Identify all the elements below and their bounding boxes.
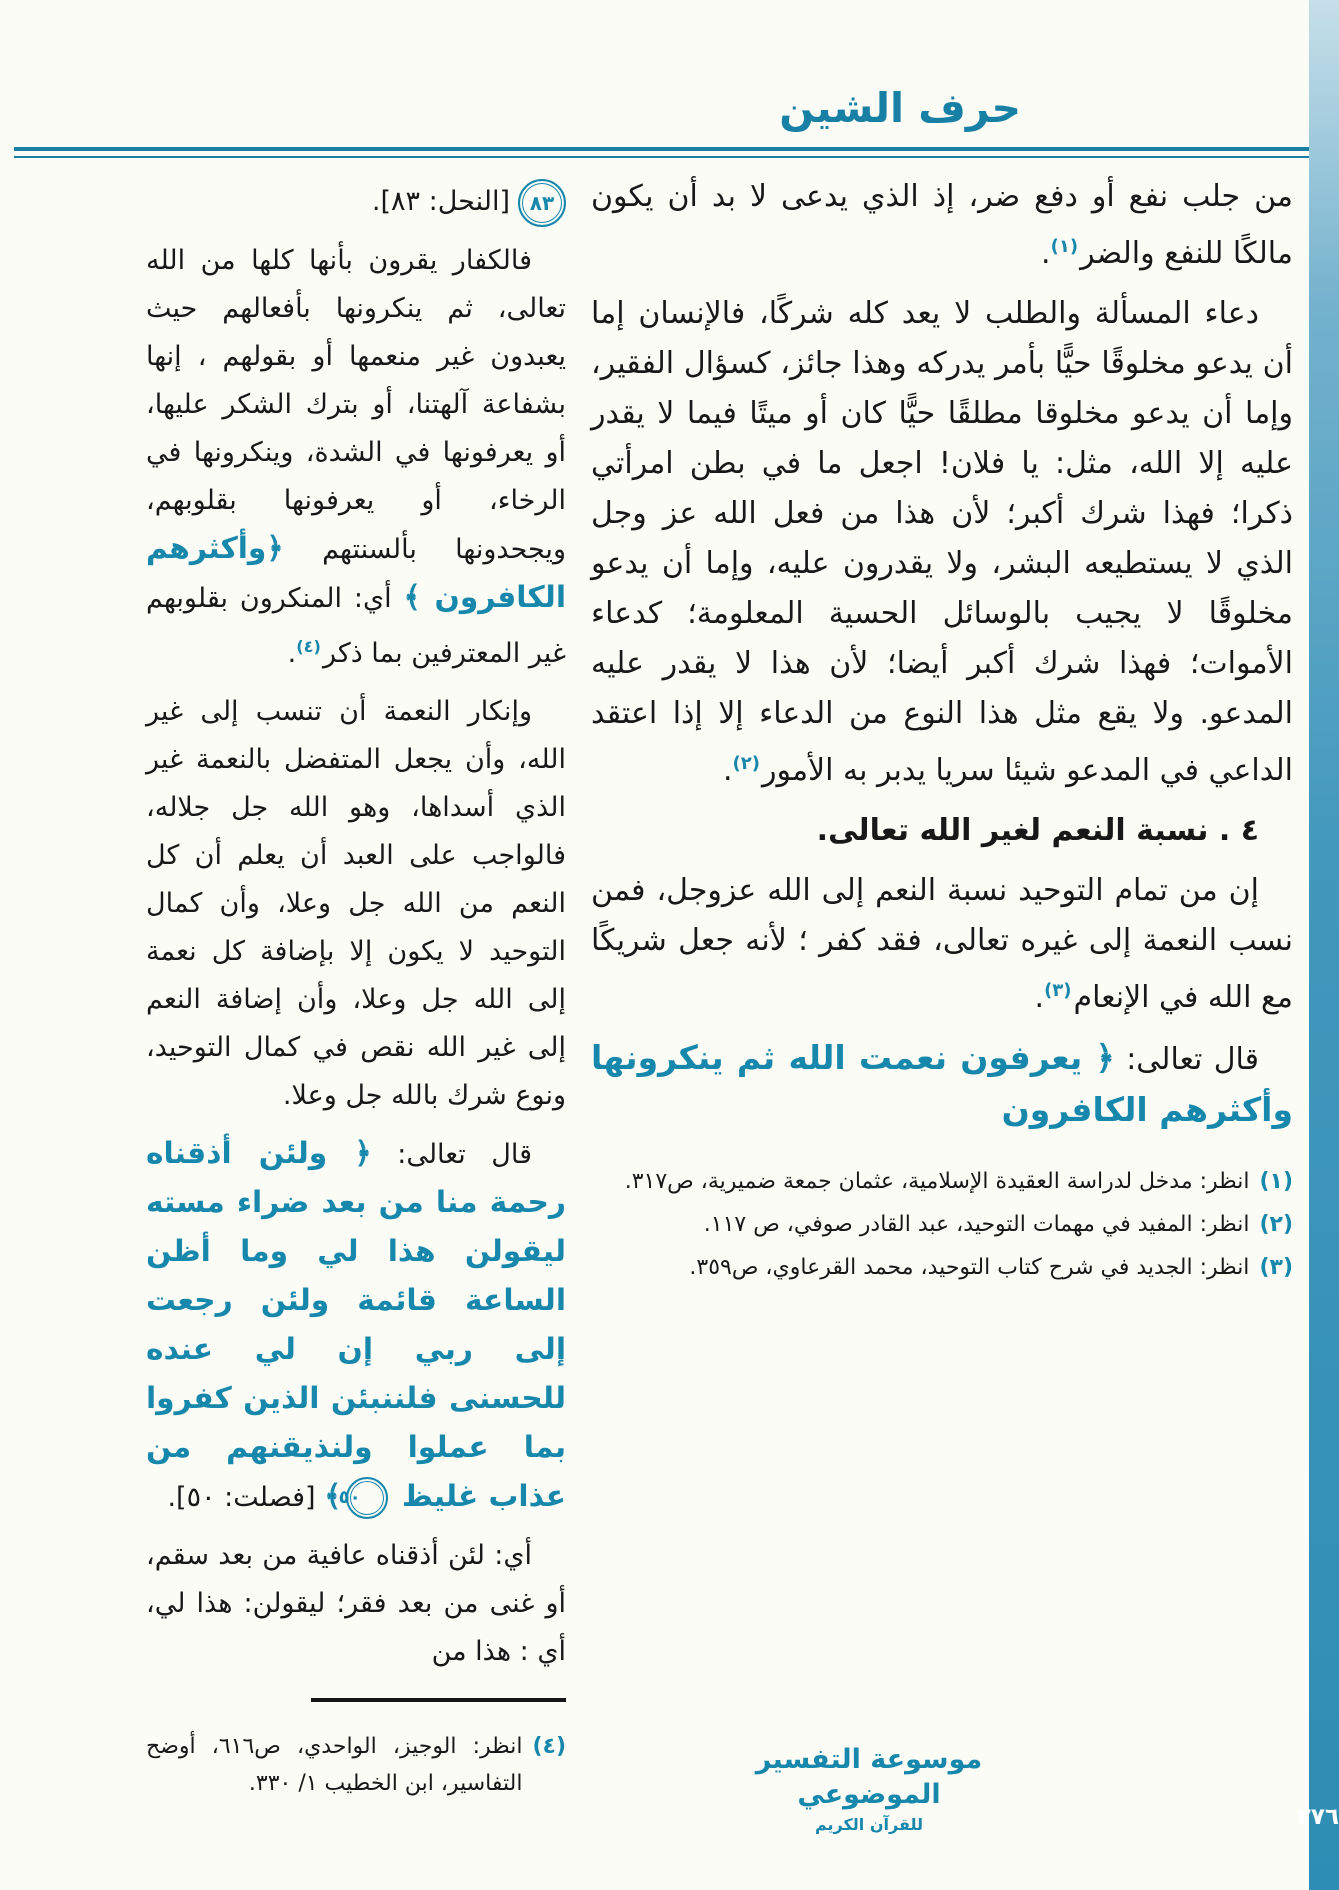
footnote-text: انظر: مدخل لدراسة العقيدة الإسلامية، عثمان جمعة ضميرية، ص٣١٧. <box>624 1169 1250 1194</box>
paragraph-text: فالكفار يقرون بأنها كلها من الله تعالى، ثم ينكرونها بأفعالهم حيث يعبدون غير منعمها أو بقولهم ، إنها بشفاعة آلهتنا، أو بترك الشكر عليها، أو يعرفونها في الشدة، وينكرونها في الرخاء، أو يعرفونها بقلوبهم، ويجحدونها بألسنتهم <box>146 244 566 565</box>
footnote-number: (٤) <box>532 1733 566 1759</box>
footnote-text: انظر: المفيد في مهمات التوحيد، عبد القادر صوفي، ص ١١٧. <box>703 1212 1250 1237</box>
paragraph <box>591 289 1293 796</box>
footnote-ref: (٤) <box>296 636 321 656</box>
column-right <box>591 172 1293 1292</box>
paragraph: أي: لئن أذقناه عافية من بعد سقم، أو غنى من بعد فقر؛ ليقولن: هذا لي، أي : هذا من <box>146 1539 566 1667</box>
quran-verse-inline: ﴿وأكثرهم الكافرون ﴾ <box>146 530 566 615</box>
paragraph <box>146 237 566 678</box>
paragraph-tail: . <box>287 637 297 669</box>
verse-reference: [فصلت: ٥٠]. <box>167 1481 325 1513</box>
footnote-ref: (٢) <box>732 753 760 774</box>
footnote <box>591 1249 1293 1286</box>
footnote-number: (١) <box>1259 1169 1293 1194</box>
verse-closing-bracket: ﴾ <box>324 1478 342 1514</box>
page-number: ٢٧٦ <box>1296 1804 1339 1830</box>
column-left <box>146 178 566 1808</box>
footnote-number: (٢) <box>1259 1212 1293 1237</box>
paragraph-tail: . <box>1041 236 1051 271</box>
paragraph <box>591 172 1293 279</box>
ayah-number-ornament: ٥٠ <box>346 1477 388 1519</box>
footnote <box>591 1163 1293 1200</box>
footnote-number: (٣) <box>1259 1255 1293 1280</box>
logo-title: موسوعة التفسير الموضوعي <box>755 1744 983 1811</box>
quran-quote-paragraph <box>146 1130 566 1522</box>
logo-subtitle: للقرآن الكريم <box>814 1815 924 1835</box>
footnote-text: انظر: الوجيز، الواحدي، ص٦١٦، أوضح التفاسير، ابن الخطيب ١/ ٣٣٠. <box>146 1733 523 1796</box>
paragraph: وإنكار النعمة أن تنسب إلى غير الله، وأن يجعل المتفضل بالنعمة غير الذي أسداها، وهو الله جل جلاله، فالواجب على العبد أن يعلم أن كل النعم من الله جل وعلا، وأن كمال التوحيد لا يكون إلا بإضافة كل نعمة إلى الله جل وعلا، وأن إضافة النعم إلى غير الله نقص في كمال التوحيد، ونوع شرك بالله جل وعلا. <box>146 695 566 1111</box>
paragraph <box>591 866 1293 1023</box>
paragraph-text: أي: المنكرون بقلوبهم غير المعترفين بما ذكر <box>146 582 566 669</box>
quote-intro: قال تعالى: <box>371 1138 532 1170</box>
quran-quote-paragraph <box>591 1033 1293 1137</box>
footnote <box>591 1206 1293 1243</box>
footnote-ref: (١) <box>1050 236 1079 257</box>
footnote-separator <box>311 1698 566 1702</box>
page-edge-strip <box>1296 0 1339 1890</box>
verse-reference: [النحل: ٨٣]. <box>371 186 510 217</box>
paragraph-text: دعاء المسألة والطلب لا يعد كله شركًا، فالإنسان إما أن يدعو مخلوقًا حيًّا بأمر يدركه وهذا جائز، كسؤال الفقير، وإما أن يدعو مخلوقا مطلقًا حيًّا كان أو ميتًا فيما لا يقدر عليه إلا الله، مثل: يا فلان! اجعل ما في بطن امرأتي ذكرا؛ فهذا شرك أكبر؛ لأن هذا من فعل الله عز وجل الذي لا يستطيعه البشر، ولا يقدرون عليه، وإما أن يدعو مخلوقًا لا يجيب بالوسائل الحسية المعلومة؛ كدعاء الأموات؛ فهذا شرك أكبر أيضا؛ لأن هذا لا يقدر عليه المدعو. ولا يقع مثل هذا النوع من الدعاء إلا إذا اعتقد الداعي في المدعو شيئا سريا يدبر به الأمور <box>591 296 1293 788</box>
paragraph-text: من جلب نفع أو دفع ضر، إذ الذي يدعى لا بد أن يكون مالكًا للنفع والضر <box>591 179 1293 271</box>
quran-verse: ﴿ يعرفون نعمت الله ثم ينكرونها وأكثرهم الكافرون <box>591 1038 1293 1129</box>
footnotes-right <box>591 1163 1293 1286</box>
paragraph-tail: . <box>722 753 733 788</box>
header-rule-thick <box>14 147 1309 151</box>
paragraph-text: إن من تمام التوحيد نسبة النعم إلى الله عزوجل، فمن نسب النعمة إلى غيره تعالى، فقد كفر ؛ لأنه جعل شريكًا مع الله في الإنعام <box>591 873 1293 1015</box>
ayah-number-ornament: ٨٣ <box>518 179 566 227</box>
paragraph-tail: . <box>1034 980 1045 1015</box>
footnote <box>146 1728 566 1802</box>
footnote-ref: (٣) <box>1044 980 1072 1001</box>
footnote-text: انظر: الجديد في شرح كتاب التوحيد، محمد القرعاوي، ص٣٥٩. <box>689 1255 1250 1280</box>
chapter-title: حرف الشين <box>779 84 1021 132</box>
verse-end-line <box>146 178 566 227</box>
publisher-logo <box>747 1742 991 1834</box>
footnotes-left <box>146 1728 566 1802</box>
quran-verse: ﴿ ولئن أذقناه رحمة منا من بعد ضراء مسته ليقولن هذا لي وما أظن الساعة قائمة ولئن رجعت إلى ربي إن لي عنده للحسنى فلننبئن الذين كفروا بما عملوا ولنذيقنهم من عذاب غليظ <box>146 1135 566 1514</box>
section-heading: ٤ . نسبة النعم لغير الله تعالى. <box>816 813 1259 848</box>
quote-intro: قال تعالى: <box>1114 1042 1259 1077</box>
header-rule-thin <box>14 156 1309 158</box>
